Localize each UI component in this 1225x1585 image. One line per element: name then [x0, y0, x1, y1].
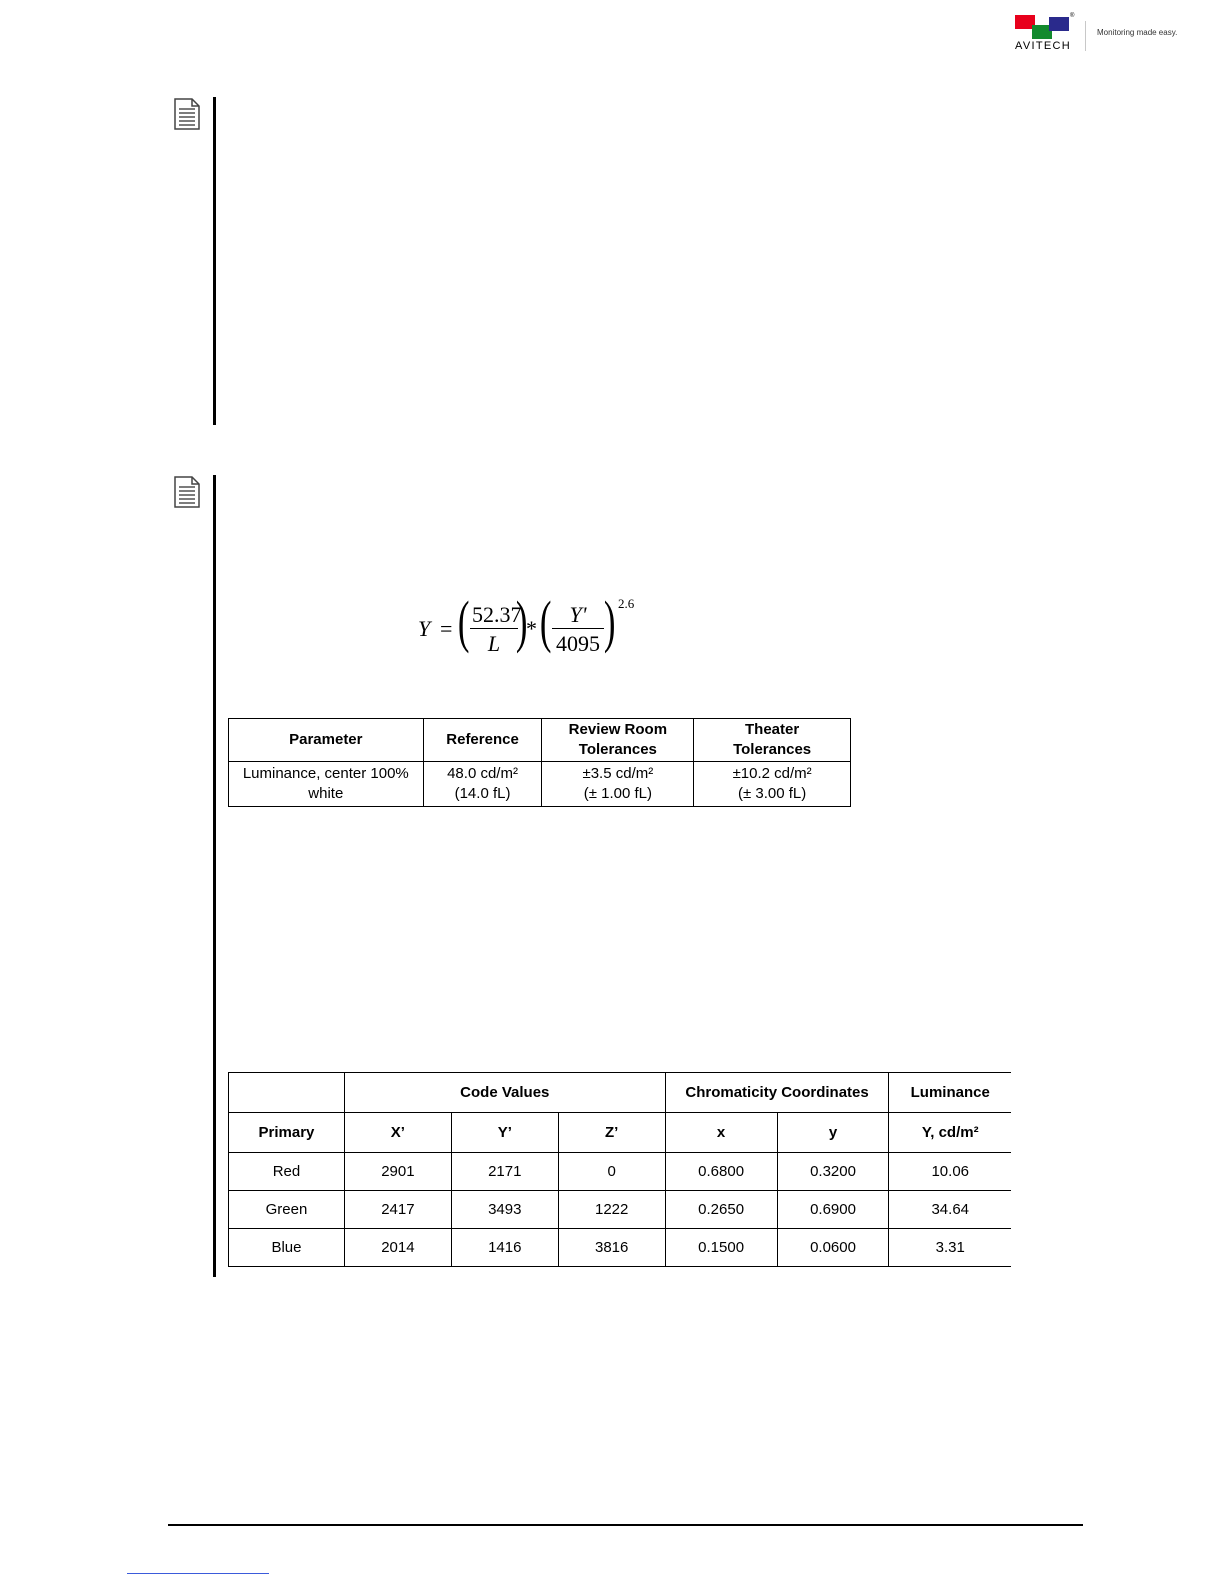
table-row	[229, 762, 851, 807]
formula-denominator-1: L	[470, 628, 518, 657]
cell-theater	[694, 762, 851, 807]
table-header-row	[229, 719, 851, 762]
logo-tagline: Monitoring made easy.	[1097, 28, 1178, 37]
footer-link[interactable]	[127, 1573, 269, 1574]
logo-brand-name: AVITECH	[1015, 40, 1071, 52]
cell-z-prime: 3816	[558, 1229, 665, 1267]
footer-rule	[168, 1524, 1083, 1526]
note-document-icon	[174, 476, 200, 508]
cell-y-prime: 1416	[451, 1229, 558, 1267]
formula-numerator-1: 52.37	[472, 602, 522, 627]
cell-y: 0.3200	[777, 1153, 889, 1191]
header-parameter: Parameter	[229, 719, 424, 762]
cell-theater-line1: ±10.2 cd/m²	[732, 765, 812, 782]
cell-x-prime: 2417	[344, 1191, 451, 1229]
note-2-sidebar	[213, 475, 216, 1277]
table-row	[229, 1191, 1012, 1229]
column-header-primary: Primary	[229, 1113, 345, 1153]
cell-primary: Blue	[229, 1229, 345, 1267]
cell-review-line2: (± 1.00 fL)	[583, 785, 652, 802]
cell-primary: Red	[229, 1153, 345, 1191]
header-review-room	[542, 719, 694, 762]
header-reference: Reference	[423, 719, 542, 762]
cell-x-prime: 2014	[344, 1229, 451, 1267]
cell-luminance: 34.64	[889, 1191, 1011, 1229]
cell-reference-line2: (14.0 fL)	[454, 785, 511, 802]
cell-parameter-line1: Luminance, center 100%	[242, 765, 409, 782]
cell-reference-line1: 48.0 cd/m²	[447, 765, 518, 782]
header-theater-line1: Theater	[745, 721, 800, 738]
group-header-chromaticity: Chromaticity Coordinates	[665, 1073, 889, 1113]
cell-y: 0.0600	[777, 1229, 889, 1267]
cell-luminance: 3.31	[889, 1229, 1011, 1267]
logo-blue-square	[1049, 17, 1069, 31]
formula-fraction-2	[552, 602, 604, 657]
column-header-luminance: Y, cd/m²	[889, 1113, 1011, 1153]
header-theater	[694, 719, 851, 762]
group-header-row	[229, 1073, 1012, 1113]
formula-open-paren: (	[539, 589, 552, 654]
header-review-room-line2: Tolerances	[578, 741, 657, 758]
header-review-room-line1: Review Room	[568, 721, 668, 738]
note-1-sidebar	[213, 97, 216, 425]
header-theater-line2: Tolerances	[733, 741, 812, 758]
cell-reference	[423, 762, 542, 807]
formula-numerator-2: Y'	[569, 602, 587, 627]
primaries-table	[228, 1072, 1011, 1267]
cell-x: 0.6800	[665, 1153, 777, 1191]
avitech-logo	[1015, 15, 1185, 55]
group-header-code-values: Code Values	[344, 1073, 665, 1113]
cell-x-prime: 2901	[344, 1153, 451, 1191]
table-row	[229, 1229, 1012, 1267]
formula-close-paren: )	[603, 589, 616, 654]
cell-primary: Green	[229, 1191, 345, 1229]
logo-registered-mark: ®	[1070, 13, 1075, 19]
cell-y-prime: 3493	[451, 1191, 558, 1229]
note-document-icon	[174, 98, 200, 130]
cell-theater-line2: (± 3.00 fL)	[737, 785, 807, 802]
column-header-row	[229, 1113, 1012, 1153]
formula-equals: =	[440, 616, 453, 641]
formula-open-paren: (	[457, 589, 470, 654]
group-header-luminance: Luminance	[889, 1073, 1011, 1113]
column-header-x-prime: X’	[344, 1113, 451, 1153]
formula-fraction-1	[470, 602, 522, 657]
column-header-y: y	[777, 1113, 889, 1153]
cell-y-prime: 2171	[451, 1153, 558, 1191]
cell-review-line1: ±3.5 cd/m²	[582, 765, 654, 782]
formula-denominator-2: 4095	[552, 628, 604, 657]
formula-operator: *	[526, 616, 537, 641]
table-row	[229, 1153, 1012, 1191]
cell-y: 0.6900	[777, 1191, 889, 1229]
luminance-formula	[418, 589, 638, 662]
cell-luminance: 10.06	[889, 1153, 1011, 1191]
group-header-empty	[229, 1073, 345, 1113]
cell-x: 0.1500	[665, 1229, 777, 1267]
column-header-x: x	[665, 1113, 777, 1153]
logo-divider	[1085, 21, 1086, 51]
cell-z-prime: 0	[558, 1153, 665, 1191]
cell-parameter-line2: white	[308, 785, 344, 802]
column-header-z-prime: Z’	[558, 1113, 665, 1153]
cell-parameter	[229, 762, 424, 807]
cell-x: 0.2650	[665, 1191, 777, 1229]
formula-lhs: Y	[418, 616, 431, 641]
luminance-tolerance-table	[228, 718, 851, 807]
cell-z-prime: 1222	[558, 1191, 665, 1229]
formula-exponent: 2.6	[618, 596, 635, 611]
formula-close-paren: )	[515, 589, 528, 654]
column-header-y-prime: Y’	[451, 1113, 558, 1153]
cell-review-room	[542, 762, 694, 807]
